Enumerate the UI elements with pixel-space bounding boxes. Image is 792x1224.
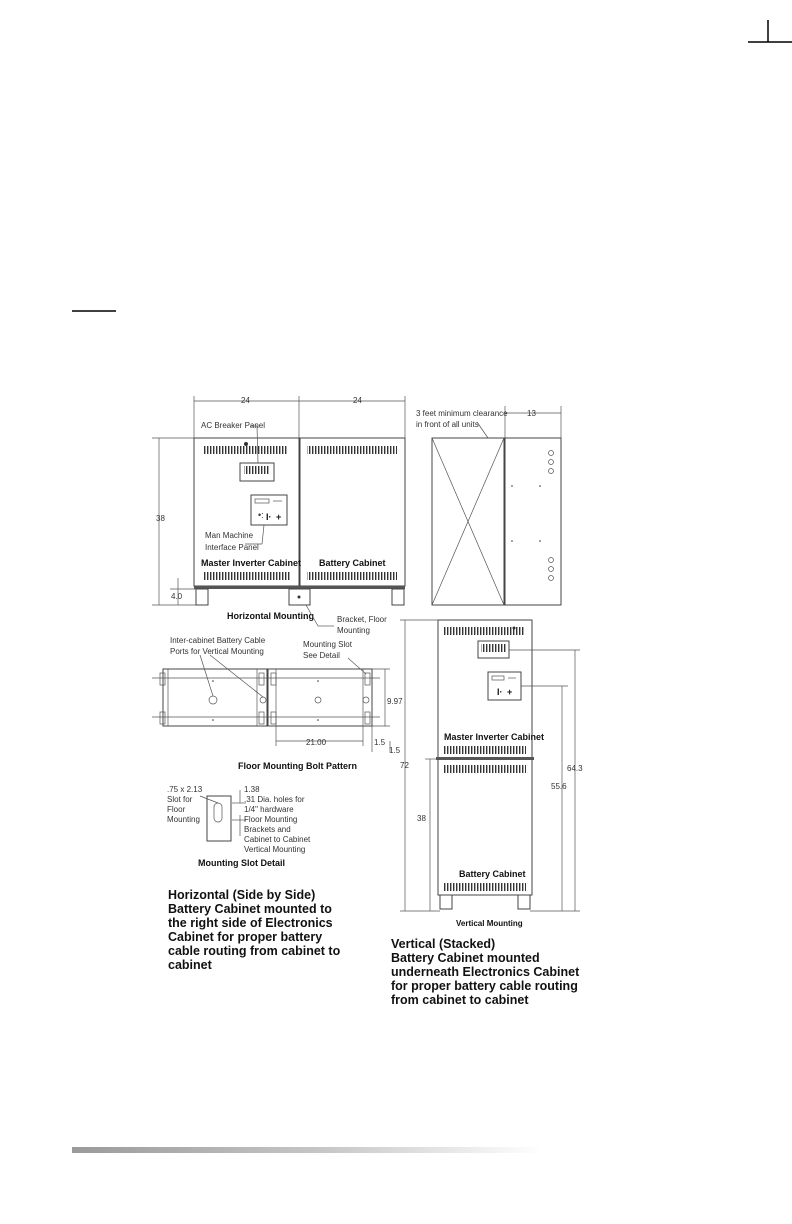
dim-height-72: 72 [400, 761, 409, 770]
floor-bolt-pattern [152, 655, 390, 752]
dim-height-38-vert: 38 [417, 814, 426, 823]
side-view [432, 438, 561, 605]
caption-horizontal: Horizontal (Side by Side) Battery Cabinet mounted to the right side of Electronics Cabinet for proper battery cable routing from cabinet to cabinet [168, 888, 341, 972]
footer-bar [72, 1147, 542, 1153]
label-battery-cabinet: Battery Cabinet [319, 558, 386, 568]
label-mounting-slot: Mounting Slot See Detail [303, 640, 352, 660]
label-holes: .31 Dia. holes for 1/4" hardware Floor Mounting Brackets and Cabinet to Cabinet Vertical Mounting [244, 795, 311, 854]
left-height-dims [152, 438, 196, 605]
dim-height-643: 64.3 [567, 764, 583, 773]
dim-depth: 13 [527, 409, 536, 418]
label-master-inverter: Master Inverter Cabinet [201, 558, 302, 568]
label-vertical-mounting: Vertical Mounting [456, 919, 523, 928]
svg-text:I·: I· [497, 687, 503, 697]
dim-foot-height: 4.0 [171, 592, 183, 601]
label-ac-breaker: AC Breaker Panel [201, 421, 266, 430]
label-slot-size: .75 x 2.13 Slot for Floor Mounting [167, 785, 203, 824]
label-intercab-ports: Inter-cabinet Battery Cable Ports for Vertical Mounting [170, 636, 266, 656]
label-clearance: 3 feet minimum clearance in front of all units [416, 409, 508, 429]
svg-text:+: + [276, 512, 282, 522]
label-vert-battery: Battery Cabinet [459, 869, 526, 879]
label-horizontal-mounting: Horizontal Mounting [227, 611, 314, 621]
svg-text:+: + [507, 687, 513, 697]
dim-2100: 21.00 [306, 738, 327, 747]
horizontal-front-view [194, 438, 405, 605]
caption-vertical: Vertical (Stacked) Battery Cabinet mounted underneath Electronics Cabinet for proper battery cable routing from cabinet to cabinet [391, 937, 580, 1007]
vertical-stack-view [400, 620, 580, 911]
dim-width-master: 24 [241, 396, 250, 405]
dim-height-556: 55.6 [551, 782, 567, 791]
label-slot-detail: Mounting Slot Detail [198, 858, 285, 868]
label-floor-pattern: Floor Mounting Bolt Pattern [238, 761, 357, 771]
label-bracket: Bracket, Floor Mounting [337, 615, 387, 635]
label-vert-master: Master Inverter Cabinet [444, 732, 545, 742]
label-mmi: Man Machine Interface Panel [205, 531, 259, 552]
dim-15-b: 1.5 [389, 746, 401, 755]
dim-138: 1.38 [244, 785, 260, 794]
dim-997: 9.97 [387, 697, 403, 706]
slot-detail [200, 790, 246, 841]
dim-15-a: 1.5 [374, 738, 386, 747]
svg-text:•:: •: [258, 510, 264, 520]
dim-height-38: 38 [156, 514, 165, 523]
svg-text:I·: I· [266, 512, 272, 522]
dim-width-battery: 24 [353, 396, 362, 405]
